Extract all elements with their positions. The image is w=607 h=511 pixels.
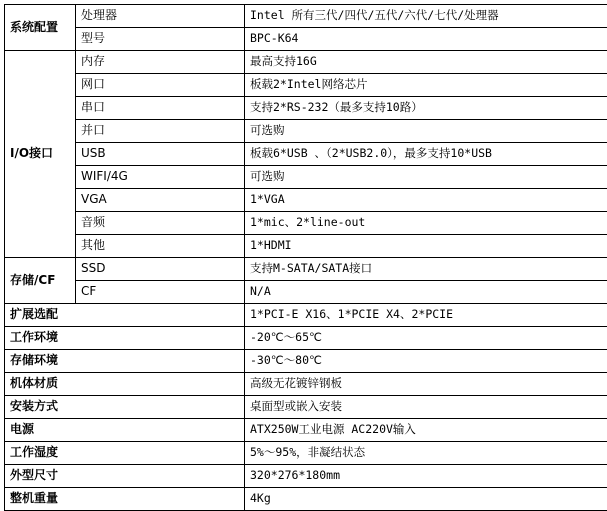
table-row — [5, 442, 607, 465]
table-row — [5, 350, 607, 373]
value-cell: 最高支持16G — [245, 51, 607, 74]
table-row — [5, 488, 607, 511]
value-cell: 1*VGA — [245, 189, 607, 212]
table-row — [5, 51, 607, 74]
label-cell: 工作环境 — [5, 327, 245, 350]
label-cell: 外型尺寸 — [5, 465, 245, 488]
table-row — [5, 465, 607, 488]
category-cell: 存储/CF — [5, 258, 76, 304]
table-row — [5, 189, 607, 212]
label-cell: 整机重量 — [5, 488, 245, 511]
subcategory-cell: 并口 — [76, 120, 245, 143]
subcategory-cell: WIFI/4G — [76, 166, 245, 189]
table-row — [5, 74, 607, 97]
table-row — [5, 120, 607, 143]
value-cell: -20℃～65℃ — [245, 327, 607, 350]
category-cell: I/O接口 — [5, 51, 76, 258]
value-cell: 4Kg — [245, 488, 607, 511]
subcategory-cell: 串口 — [76, 97, 245, 120]
table-row — [5, 235, 607, 258]
value-cell: 320*276*180mm — [245, 465, 607, 488]
table-row — [5, 327, 607, 350]
table-row — [5, 212, 607, 235]
value-cell: -30℃～80℃ — [245, 350, 607, 373]
value-cell: 1*mic、2*line-out — [245, 212, 607, 235]
subcategory-cell: VGA — [76, 189, 245, 212]
table-row — [5, 281, 607, 304]
label-cell: 安装方式 — [5, 396, 245, 419]
table-row — [5, 97, 607, 120]
table-row — [5, 258, 607, 281]
category-cell: 系统配置 — [5, 5, 76, 51]
table-row — [5, 419, 607, 442]
value-cell: N/A — [245, 281, 607, 304]
value-cell: 支持M-SATA/SATA接口 — [245, 258, 607, 281]
label-cell: 工作湿度 — [5, 442, 245, 465]
subcategory-cell: 音频 — [76, 212, 245, 235]
label-cell: 电源 — [5, 419, 245, 442]
table-row — [5, 28, 607, 51]
value-cell: 板载2*Intel网络芯片 — [245, 74, 607, 97]
label-cell: 存储环境 — [5, 350, 245, 373]
subcategory-cell: 网口 — [76, 74, 245, 97]
subcategory-cell: 型号 — [76, 28, 245, 51]
table-row — [5, 143, 607, 166]
label-cell: 机体材质 — [5, 373, 245, 396]
subcategory-cell: USB — [76, 143, 245, 166]
value-cell: 板载6*USB 、（2*USB2.0），最多支持10*USB — [245, 143, 607, 166]
value-cell: 可选购 — [245, 166, 607, 189]
subcategory-cell: CF — [76, 281, 245, 304]
value-cell: 1*HDMI — [245, 235, 607, 258]
table-row — [5, 373, 607, 396]
value-cell: 支持2*RS-232（最多支持10路） — [245, 97, 607, 120]
subcategory-cell: SSD — [76, 258, 245, 281]
value-cell: 5%～95%，非凝结状态 — [245, 442, 607, 465]
subcategory-cell: 其他 — [76, 235, 245, 258]
table-row — [5, 166, 607, 189]
value-cell: ATX250W工业电源 AC220V输入 — [245, 419, 607, 442]
value-cell: 1*PCI-E X16、1*PCIE X4、2*PCIE — [245, 304, 607, 327]
value-cell: BPC-K64 — [245, 28, 607, 51]
table-row — [5, 396, 607, 419]
value-cell: 桌面型或嵌入安装 — [245, 396, 607, 419]
specifications-table — [4, 4, 607, 511]
value-cell: 可选购 — [245, 120, 607, 143]
label-cell: 扩展选配 — [5, 304, 245, 327]
table-row — [5, 5, 607, 28]
spec-table-body — [5, 5, 607, 511]
subcategory-cell: 处理器 — [76, 5, 245, 28]
value-cell: Intel 所有三代/四代/五代/六代/七代/处理器 — [245, 5, 607, 28]
table-row — [5, 304, 607, 327]
value-cell: 高级无花镀锌钢板 — [245, 373, 607, 396]
subcategory-cell: 内存 — [76, 51, 245, 74]
